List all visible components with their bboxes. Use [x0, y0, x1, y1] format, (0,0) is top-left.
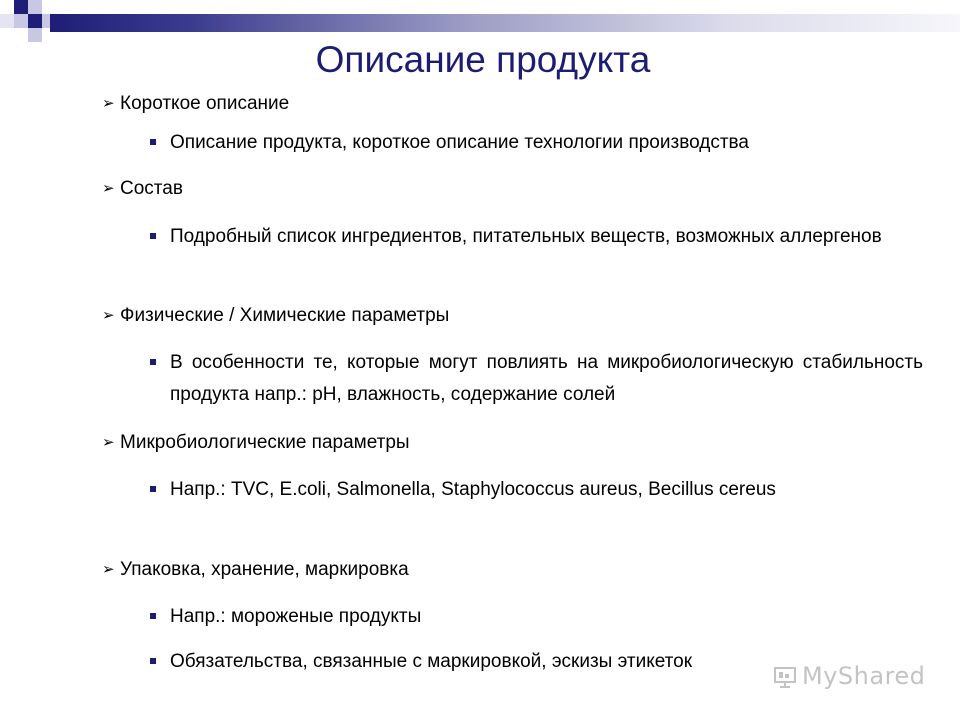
- header-square-dark-2: [28, 14, 42, 28]
- section-heading-text: Короткое описание: [120, 93, 290, 114]
- bullet-item: [150, 601, 923, 633]
- page-title: Описание продукта: [315, 39, 651, 80]
- bullet-item: [150, 474, 923, 506]
- section-heading-text: Упаковка, хранение, маркировка: [120, 559, 409, 580]
- header-square-light-3: [0, 14, 14, 28]
- bullet-text: В особенности те, которые могут повлиять на микробиологическую стабильность продукта напр.: pH, влажность, содержание солей: [170, 352, 923, 405]
- section-heading-microbiological: [102, 431, 410, 456]
- bullet-item: [150, 347, 923, 411]
- bullet-text: Напр.: TVC, E.coli, Salmonella, Staphylococcus aureus, Becillus cereus: [170, 479, 776, 500]
- header-square-dark-1: [14, 0, 28, 14]
- header-square-light-5: [42, 14, 50, 28]
- square-bullet-icon: [150, 233, 156, 239]
- bullet-text: Описание продукта, короткое описание технологии производства: [170, 132, 749, 153]
- bullet-item: [150, 221, 923, 253]
- arrow-bullet-icon: ➢: [102, 434, 115, 451]
- header-gradient-bar: [50, 14, 960, 32]
- section-heading-text: Микробиологические параметры: [120, 432, 410, 453]
- arrow-bullet-icon: ➢: [102, 307, 115, 324]
- presentation-icon: [772, 663, 798, 689]
- header-square-light-1: [28, 0, 42, 14]
- section-heading-text: Состав: [120, 178, 183, 199]
- square-bullet-icon: [150, 486, 156, 492]
- section-heading-packaging: [102, 558, 409, 583]
- section-heading-short-description: [102, 92, 289, 117]
- bullet-item: [150, 127, 923, 159]
- section-heading-text: Физические / Химические параметры: [120, 305, 450, 326]
- square-bullet-icon: [150, 359, 156, 365]
- section-heading-physical-chemical: [102, 304, 449, 329]
- arrow-bullet-icon: ➢: [102, 180, 115, 197]
- arrow-bullet-icon: ➢: [102, 95, 115, 112]
- header-square-light-2: [14, 14, 28, 28]
- square-bullet-icon: [150, 613, 156, 619]
- watermark: [772, 660, 925, 692]
- header-decoration: [0, 0, 960, 40]
- bullet-text: Подробный список ингредиентов, питательных веществ, возможных аллергенов: [170, 226, 882, 247]
- square-bullet-icon: [150, 139, 156, 145]
- bullet-text: Обязательства, связанные с маркировкой, эскизы этикеток: [170, 651, 693, 672]
- bullet-text: Напр.: мороженые продукты: [170, 606, 422, 627]
- watermark-text: MyShared: [802, 662, 926, 690]
- square-bullet-icon: [150, 658, 156, 664]
- arrow-bullet-icon: ➢: [102, 561, 115, 578]
- section-heading-composition: [102, 177, 183, 202]
